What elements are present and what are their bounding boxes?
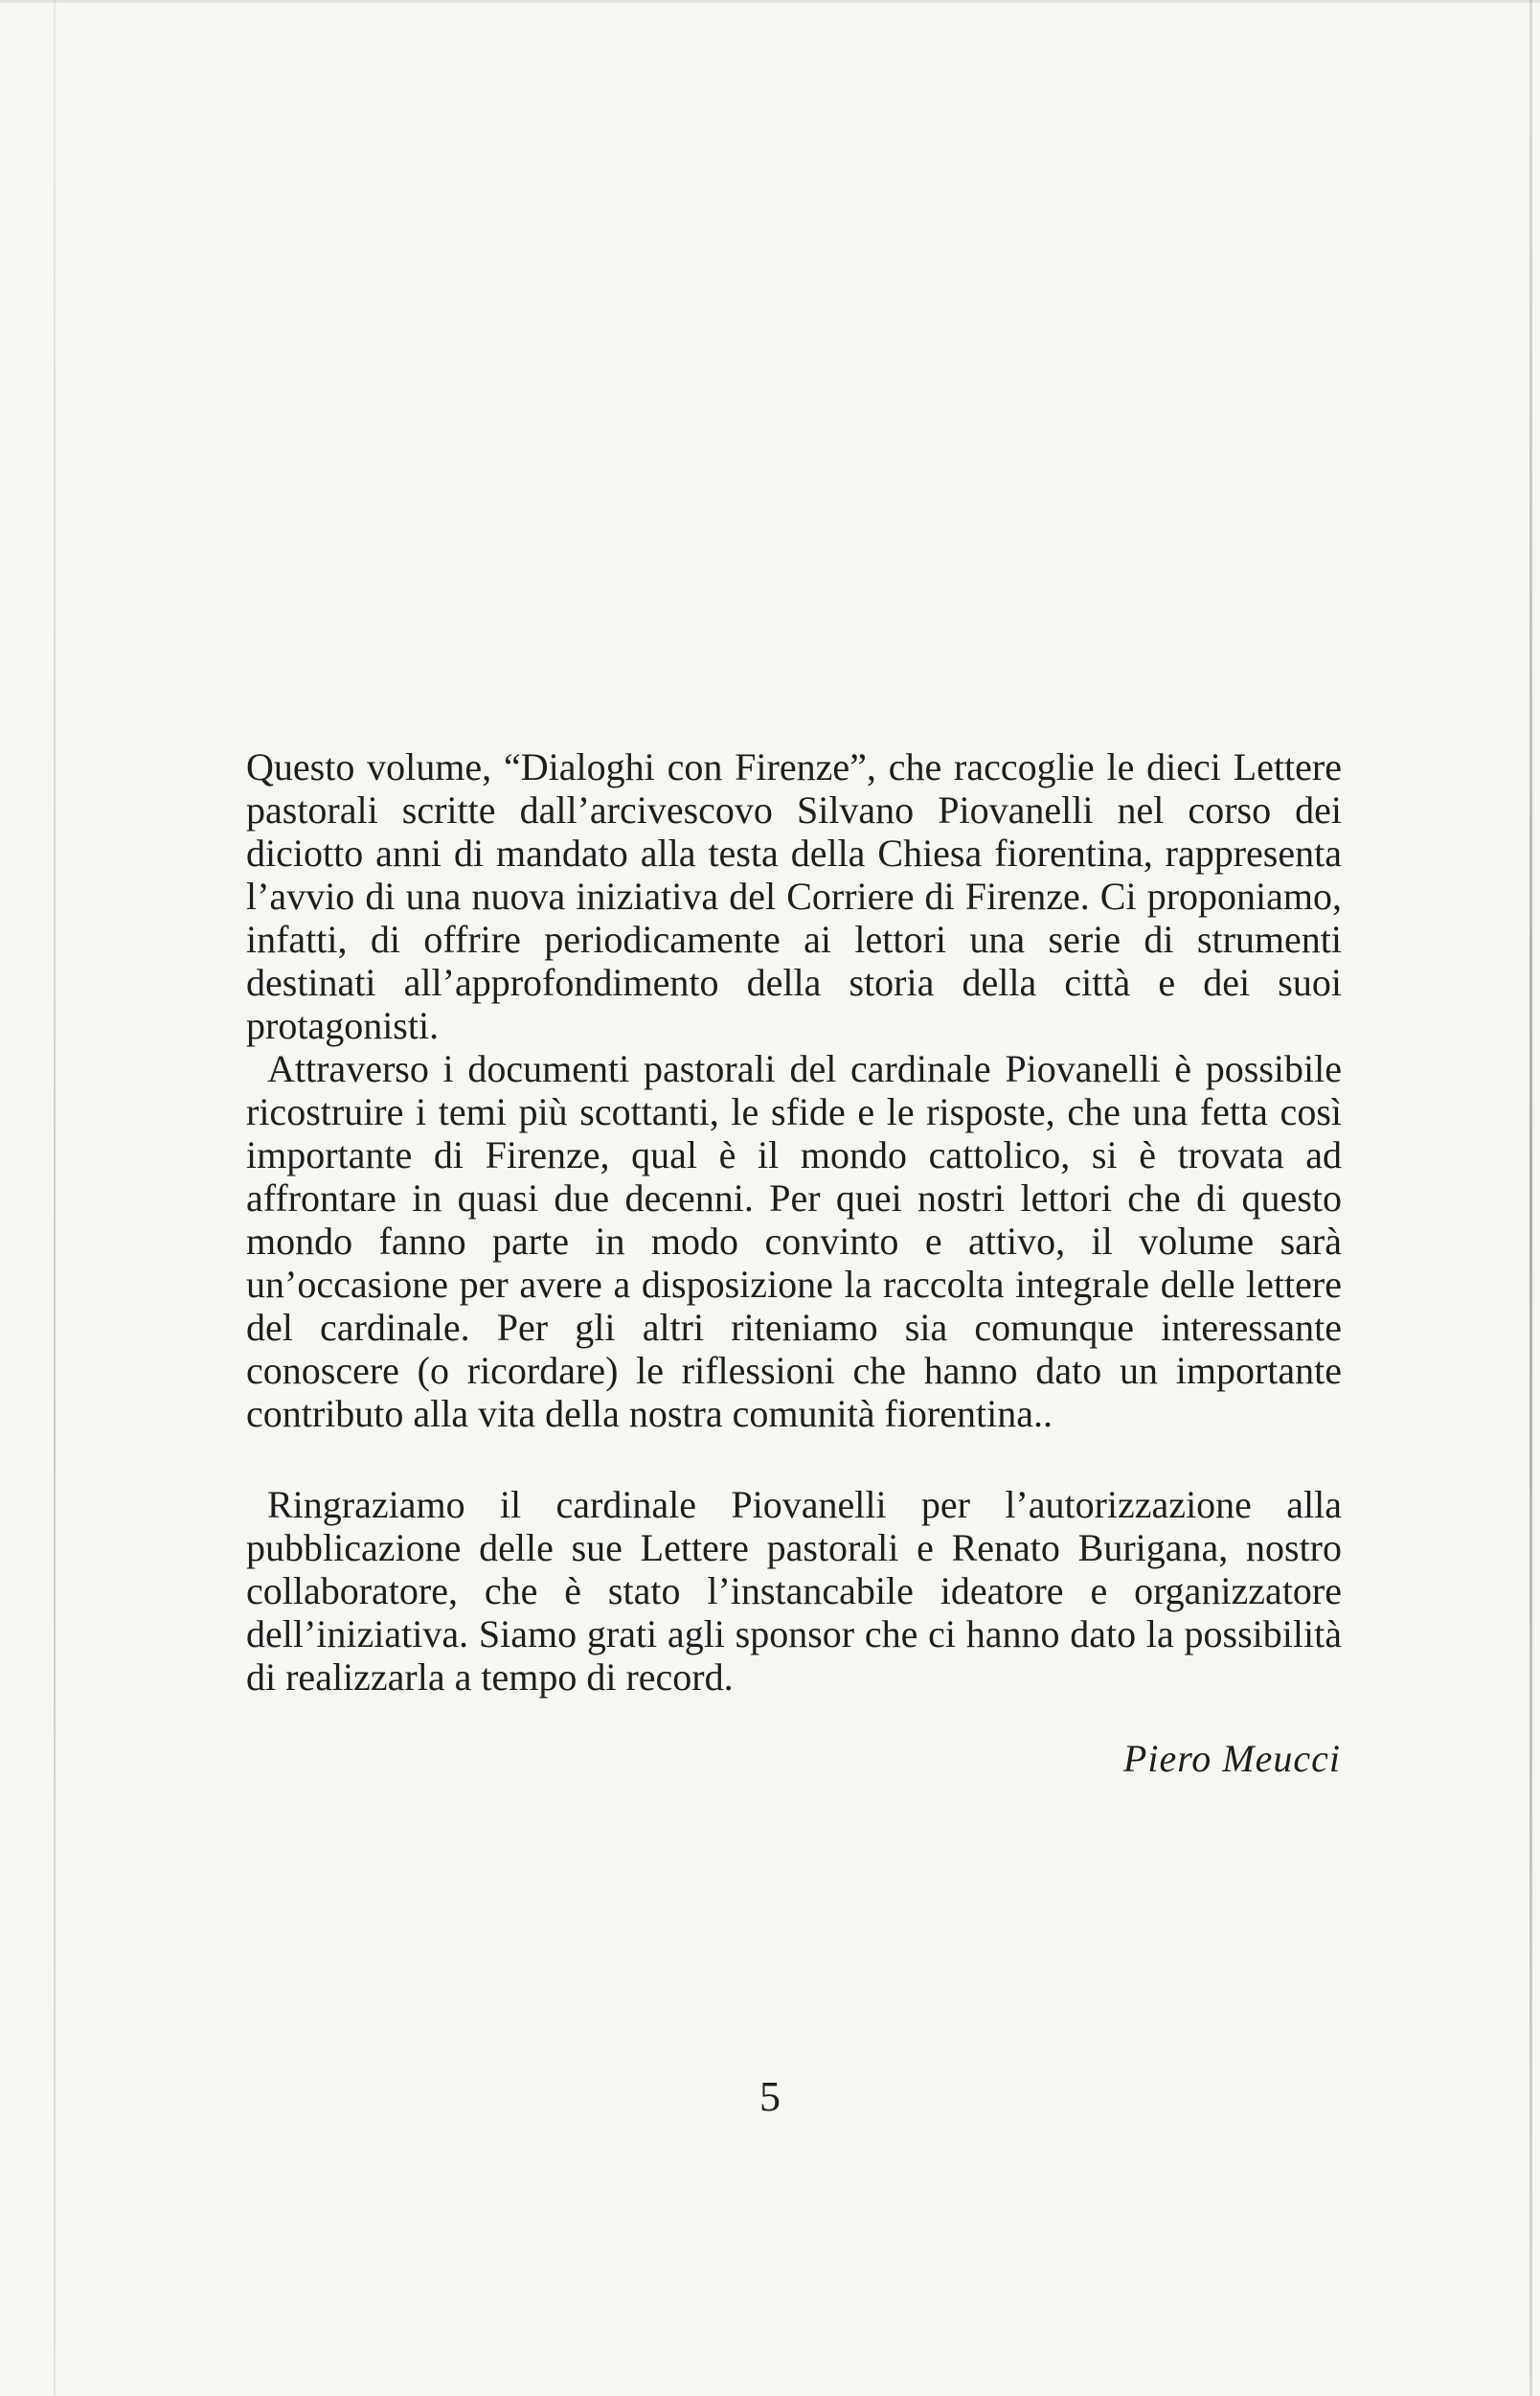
page-number: 5 <box>759 2073 781 2120</box>
page-edge-right <box>1529 0 1532 2396</box>
author-signature: Piero Meucci <box>1122 1737 1341 1780</box>
page-edge-left <box>54 0 56 2396</box>
paragraph-documents: Attraverso i documenti pastorali del cardinale Piovanelli è possibile ricostruire i temi più scottanti, le sfide e le risposte, che una fetta così importante di Firenze, qual è il mondo cattolico, si è trovata ad affrontare in quasi due decenni. Per quei nostri lettori che di questo mondo fanno parte in modo convinto e attivo, il volume sarà un’occasione per avere a disposizione la raccolta integrale delle lettere del cardinale. Per gli altri riteniamo sia comunque interessante conoscere (o ricordare) le riflessioni che hanno dato un importante contributo alla vita della nostra comunità fiorentina.. <box>246 1047 1342 1435</box>
body-text <box>246 745 1342 1699</box>
paragraph-thanks: Ringraziamo il cardinale Piovanelli per l’autorizzazione alla pubblicazione delle sue Lettere pastorali e Renato Burigana, nostro collaboratore, che è stato l’instancabile ideatore e organizzatore dell’iniziativa. Siamo grati agli sponsor che ci hanno dato la possibilità di realizzarla a tempo di record. <box>246 1483 1342 1699</box>
paragraph-spacer <box>246 1435 1342 1483</box>
page-edge-top <box>0 0 1540 3</box>
paragraph-intro: Questo volume, “Dialoghi con Firenze”, che raccoglie le dieci Lettere pastorali scritte dall’arcivescovo Silvano Piovanelli nel corso dei diciotto anni di mandato alla testa della Chiesa fiorentina, rappresenta l’avvio di una nuova iniziativa del Corriere di Firenze. Ci proponiamo, infatti, di offrire periodicamente ai lettori una serie di strumenti destinati all’approfondimento della storia della città e dei suoi protagonisti. <box>246 745 1342 1047</box>
